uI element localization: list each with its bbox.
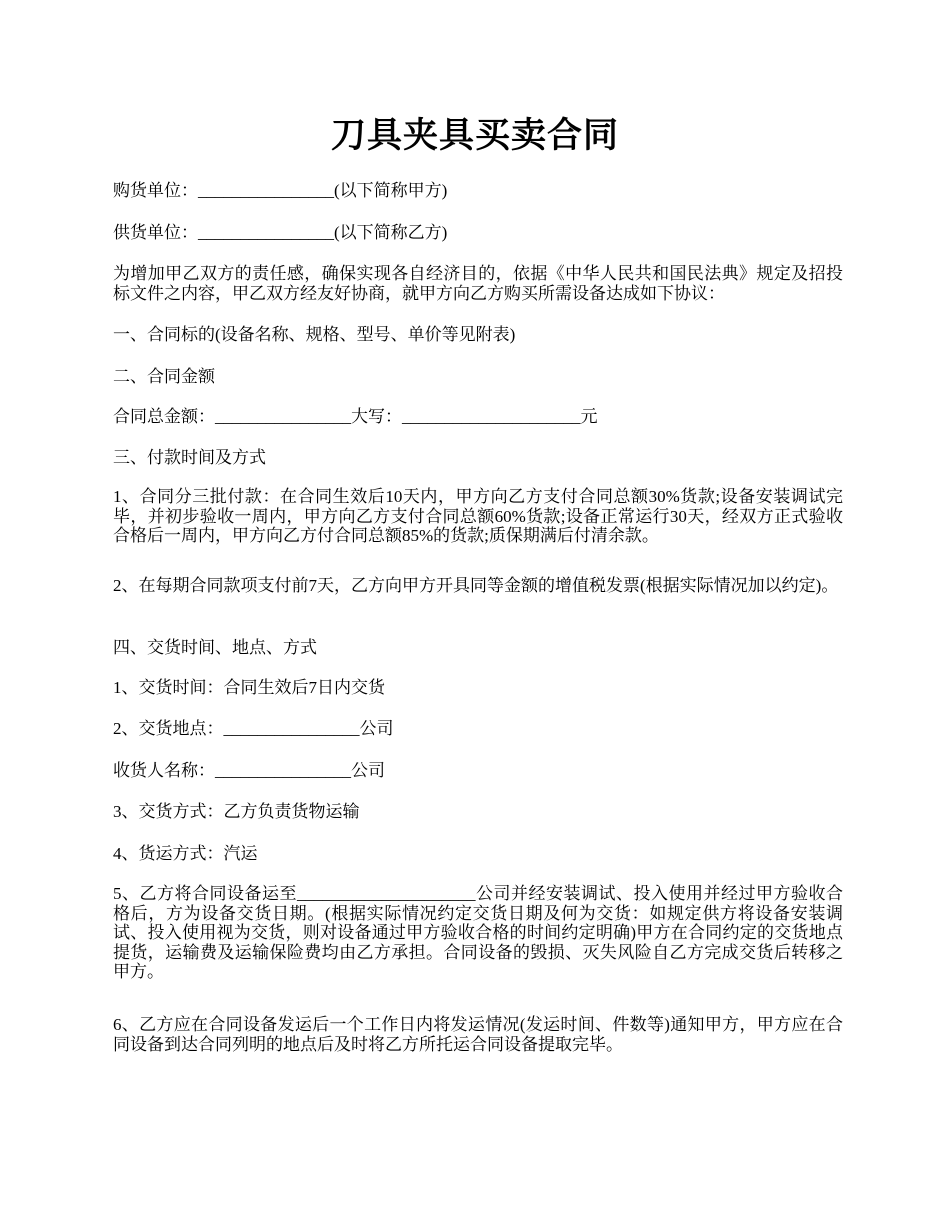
delivery-clause-6: 6、乙方应在合同设备发运后一个工作日内将发运情况(发运时间、件数等)通知甲方，甲方应在合同设备到达合同列明的地点后及时将乙方所托运合同设备提取完毕。	[113, 1015, 843, 1054]
section-heading-3: 三、付款时间及方式	[113, 448, 266, 467]
section-heading-2: 二、合同金额	[113, 367, 215, 386]
delivery-time-line: 1、交货时间：合同生效后7日内交货	[113, 678, 385, 697]
delivery-clause-5: 5、乙方将合同设备运至_____________________公司并经安装调试、投入使用并经过甲方验收合格后，方为设备交货日期。(根据实际情况约定交货日期及何为交货：如规定供方将设备安装调试、投入使用视为交货，则对设备通过甲方验收合格的时间约定明确)甲方在合同约定的交货地点提货，运输费及运输保险费均由乙方承担。合同设备的毁损、灭失风险自乙方完成交货后转移之甲方。	[113, 884, 843, 981]
freight-method-line: 4、货运方式：汽运	[113, 844, 258, 863]
buyer-line: 购货单位：________________(以下简称甲方)	[113, 181, 448, 200]
delivery-method-line: 3、交货方式：乙方负责货物运输	[113, 802, 360, 821]
payment-clause-2: 2、在每期合同款项支付前7天，乙方向甲方开具同等金额的增值税发票(根据实际情况加以约定)。	[113, 576, 839, 595]
document-title: 刀具夹具买卖合同	[330, 116, 619, 155]
section-heading-4: 四、交货时间、地点、方式	[113, 638, 317, 657]
delivery-place-line: 2、交货地点：________________公司	[113, 719, 394, 738]
section-heading-1: 一、合同标的(设备名称、规格、型号、单价等见附表)	[113, 325, 516, 344]
seller-line: 供货单位：________________(以下简称乙方)	[113, 223, 448, 242]
payment-clause-1: 1、合同分三批付款：在合同生效后10天内，甲方向乙方支付合同总额30%货款;设备安装调试完毕，并初步验收一周内，甲方向乙方支付合同总额60%货款;设备正常运行30天，经双方正式验收合格后一周内，甲方向乙方付合同总额85%的货款;质保期满后付清余款。	[113, 487, 843, 545]
preamble-paragraph: 为增加甲乙双方的责任感，确保实现各自经济目的，依据《中华人民共和国民法典》规定及招投标文件之内容，甲乙双方经友好协商，就甲方向乙方购买所需设备达成如下协议：	[113, 264, 843, 303]
total-amount-line: 合同总金额：________________大写：_____________________元	[113, 407, 598, 426]
consignee-line: 收货人名称：________________公司	[113, 761, 385, 780]
